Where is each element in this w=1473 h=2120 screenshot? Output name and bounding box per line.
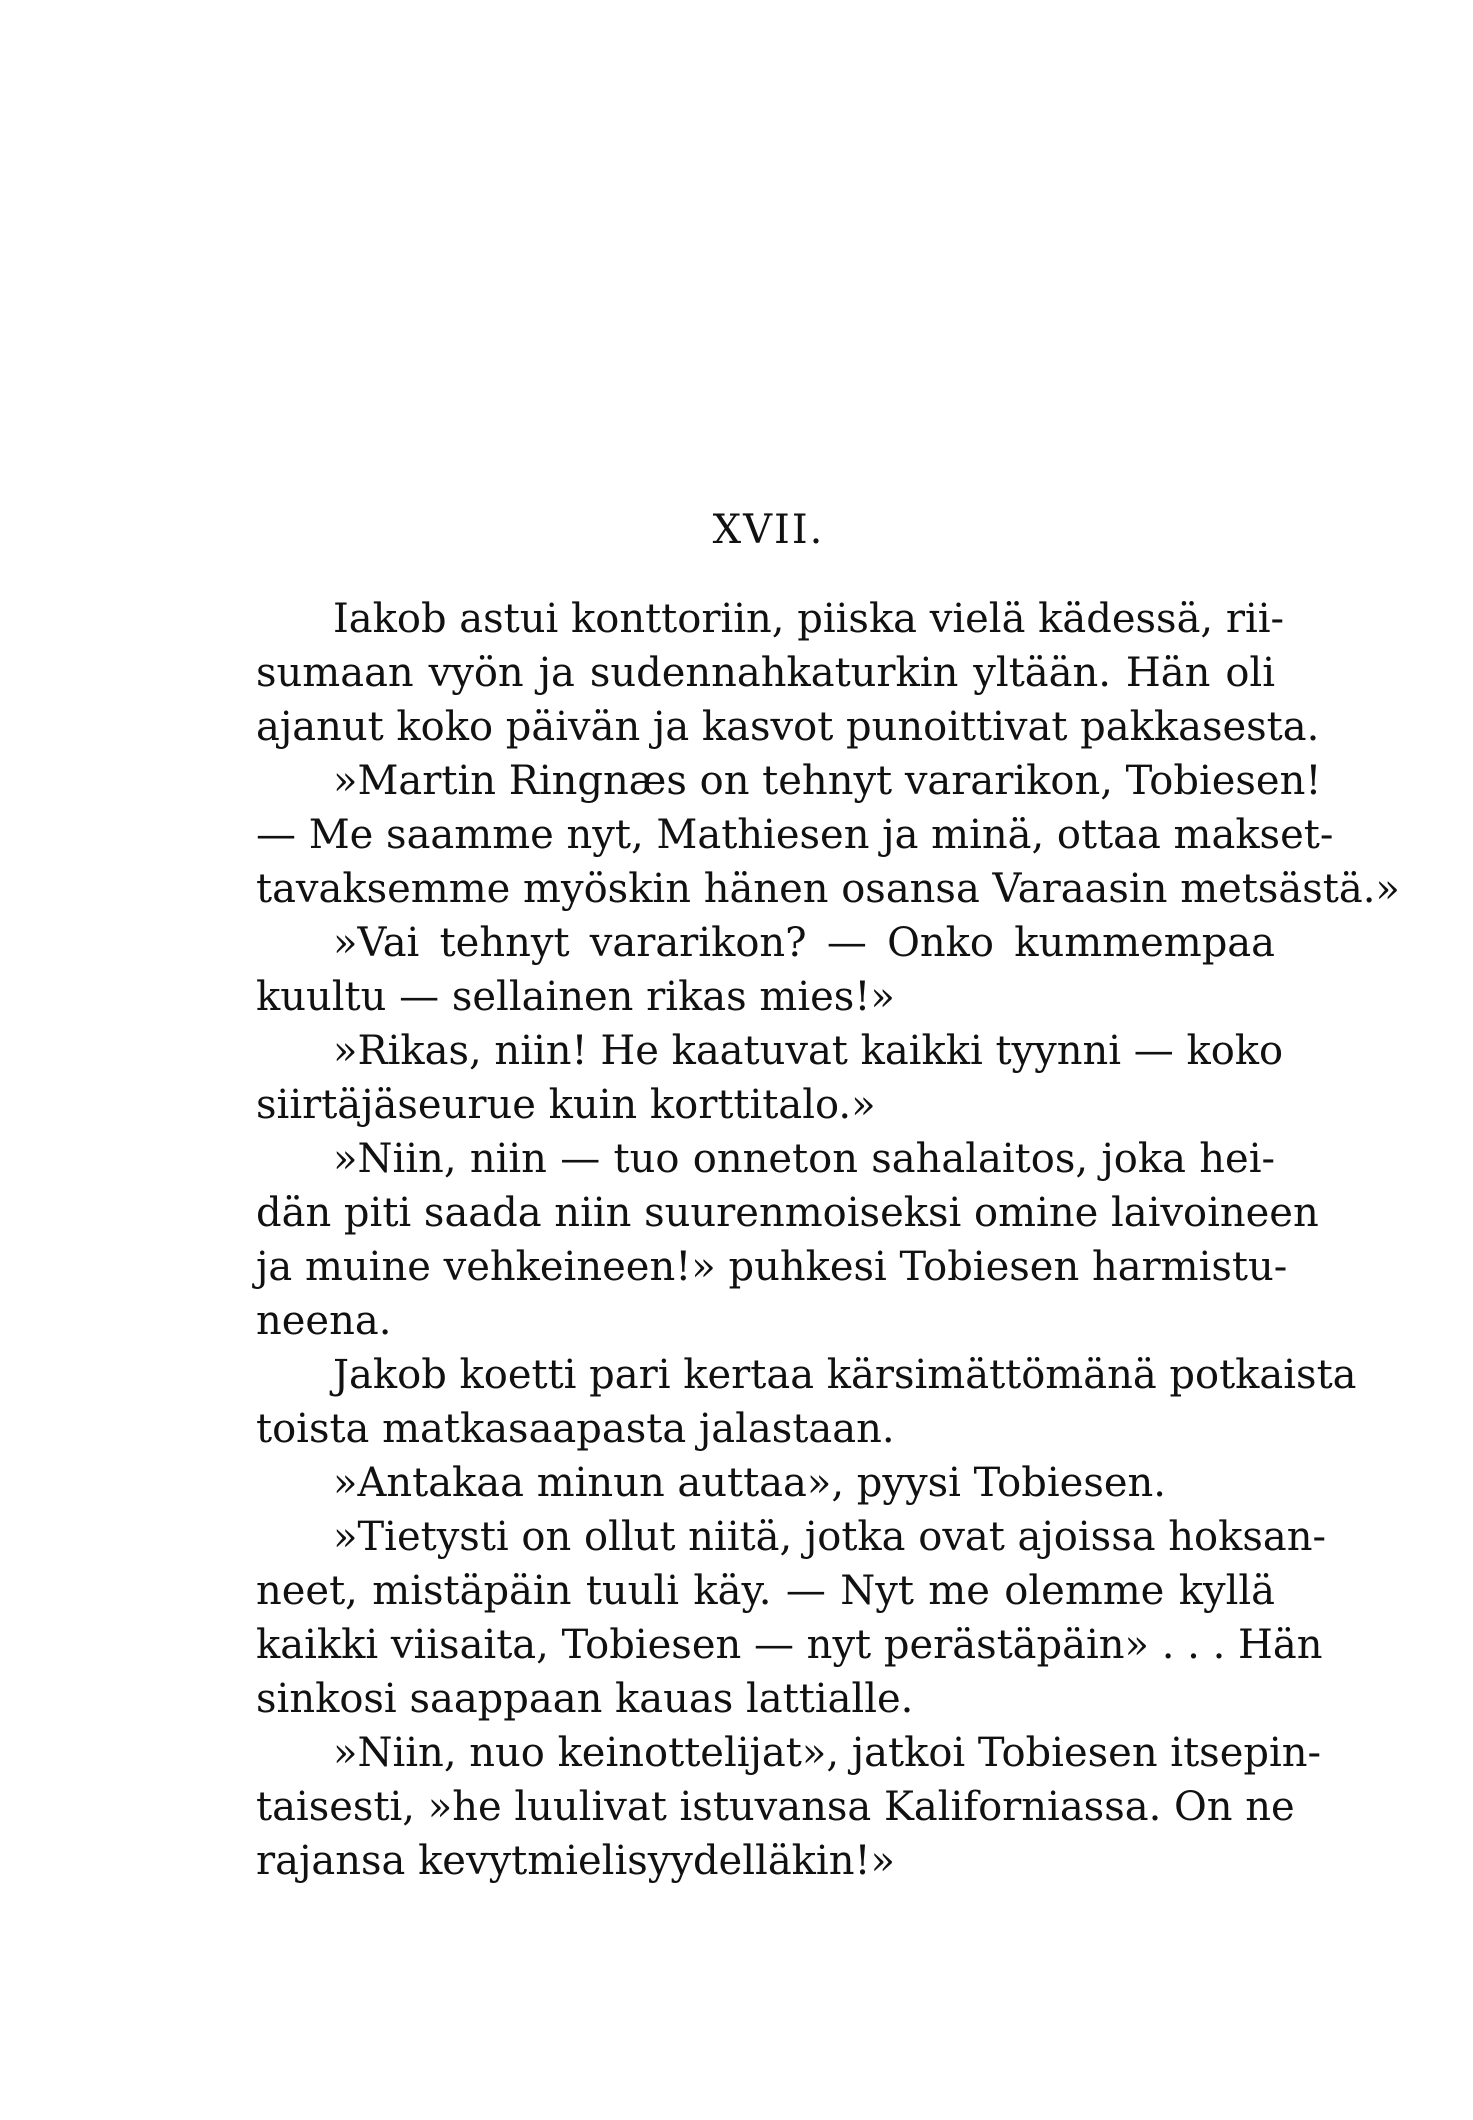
text-line: — Me saamme nyt, Mathiesen ja minä, ottaa makset- (256, 812, 1334, 858)
text-line: Iakob astui konttoriin, piiska vielä kädessä, rii- (333, 596, 1285, 642)
text-line: ajanut koko päivän ja kasvot punoittivat pakkasesta. (256, 704, 1320, 750)
text-line: rajansa kevytmielisyydelläkin!» (256, 1838, 896, 1884)
text-line: »Niin, nuo keinottelijat», jatkoi Tobiesen itsepin- (333, 1730, 1322, 1776)
text-line: »Niin, niin — tuo onneton sahalaitos, joka hei- (333, 1136, 1275, 1182)
text-line: »Rikas, niin! He kaatuvat kaikki tyynni — koko (333, 1028, 1284, 1074)
text-line: »Tietysti on ollut niitä, jotka ovat ajoissa hoksan- (333, 1514, 1327, 1560)
text-line: neena. (256, 1298, 392, 1344)
chapter-heading: XVII. (712, 507, 825, 553)
text-line: kuultu — sellainen rikas mies!» (256, 974, 895, 1020)
text-line: kaikki viisaita, Tobiesen — nyt perästäpäin» . . . Hän (256, 1622, 1323, 1668)
text-line: neet, mistäpäin tuuli käy. — Nyt me olemme kyllä (256, 1568, 1275, 1614)
text-line: »Martin Ringnæs on tehnyt vararikon, Tobiesen! (333, 758, 1322, 804)
text-line: tavaksemme myöskin hänen osansa Varaasin metsästä.» (256, 866, 1400, 912)
text-line: ja muine vehkeineen!» puhkesi Tobiesen harmistu- (256, 1244, 1288, 1290)
text-line: sinkosi saappaan kauas lattialle. (256, 1676, 914, 1722)
text-line: »Antakaa minun auttaa», pyysi Tobiesen. (333, 1460, 1167, 1506)
text-line: siirtäjäseurue kuin korttitalo.» (256, 1082, 876, 1128)
text-line: »Vai tehnyt vararikon? — Onko kummempaa (333, 920, 1275, 966)
text-line: toista matkasaapasta jalastaan. (256, 1406, 895, 1452)
text-line: dän piti saada niin suurenmoiseksi omine laivoineen (256, 1190, 1319, 1236)
text-line: sumaan vyön ja sudennahkaturkin yltään. Hän oli (256, 650, 1275, 696)
text-line: taisesti, »he luulivat istuvansa Kaliforniassa. On ne (256, 1784, 1295, 1830)
text-line: Jakob koetti pari kertaa kärsimättömänä potkaista (333, 1352, 1357, 1398)
